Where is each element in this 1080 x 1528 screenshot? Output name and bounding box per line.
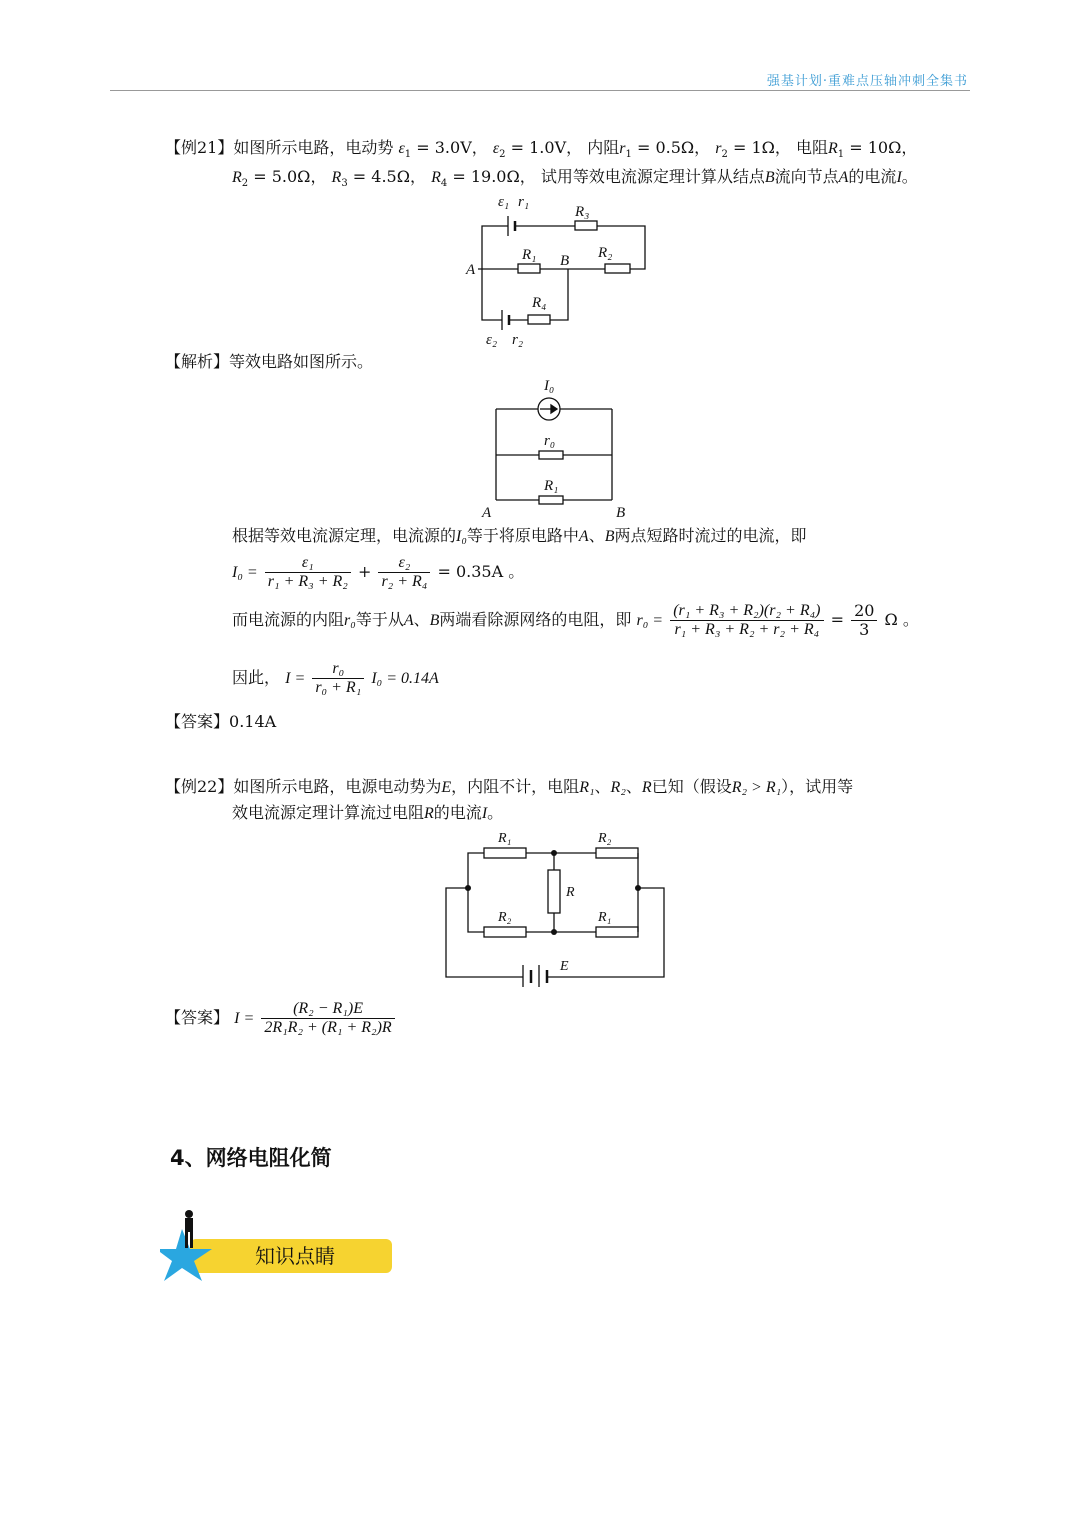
analysis-tag: 【解析】 [165, 352, 230, 371]
label-R2: R₂ [598, 245, 613, 261]
label-E: E [560, 959, 569, 974]
banner-label: 知识点睛 [255, 1246, 335, 1268]
ex22-line2: 效电流源定理计算流过电阻R的电流I。 [232, 803, 504, 822]
analysis-line [165, 352, 373, 372]
label-R1-top: R₁ [498, 831, 512, 846]
answer22-tag: 【答案】 [165, 1008, 230, 1027]
label-eps2: ε₂ [486, 332, 498, 348]
equation-I0: I₀ = $\frac{\text{ε₁}}{\text{r₁ + R₃ + R₂}}$ + $\frac{\text{ε₂}}{\text{r₂ + R₄}}$ = 0.35A 。 [232, 554, 525, 590]
label-r1: r₁ [518, 194, 530, 210]
answer22: 【答案】 I = $\frac{\text{(R₂ − R₁)E}}{\text{2R₁R₂ + (R₁ + R₂)R}}$ [165, 1000, 397, 1037]
label-B-eq: B [616, 505, 626, 520]
ex22-tag: 【例22】 [165, 777, 234, 796]
answer-value: 0.14A [229, 712, 277, 731]
analysis-p1: 根据等效电流源定理，电流源的I₀等于将原电路中A、B两点短路时流过的电流，即 [232, 526, 807, 545]
label-R2-bot: R₂ [498, 910, 512, 925]
ex21-line2: $R_2 = 5.0\Omega$， $R_3 = 4.5\Omega$， $R_4 = 19.0\Omega$， 试用等效电流源定理计算从结点B流向节点A的电流I。 [232, 167, 918, 189]
running-header: 强基计划·重难点压轴冲刺全集书 [766, 74, 968, 89]
section-title: 4、网络电阻化简 [170, 1146, 332, 1170]
label-R: R [566, 885, 575, 900]
ex21-line1: 【例21】如图所示电路，电动势 $\varepsilon_1 = 3.0V$， $\varepsilon_2 = 1.0V$， 内阻$r_1 = 0.5\Omega$， $r_2 = 1\Omega$， 电阻$R_1 = 10\Omega$， [165, 138, 918, 160]
label-R4: R₄ [532, 295, 547, 311]
label-A: A [466, 262, 476, 278]
header-rule [110, 90, 970, 91]
label-I0: I₀ [544, 378, 555, 394]
ex21-text: 如图所示电路，电动势 [233, 138, 394, 157]
label-R1-eq: R₁ [544, 478, 559, 494]
answer21 [165, 712, 276, 732]
ex22-line1: 【例22】如图所示电路，电源电动势为E，内阻不计，电阻R₁、R₂、R已知（假设R₂ > R₁），试用等 [165, 777, 854, 796]
label-r0: r₀ [544, 433, 556, 449]
answer-tag: 【答案】 [165, 712, 230, 731]
knowledge-banner [160, 1205, 400, 1285]
label-R1-bot: R₁ [598, 910, 612, 925]
analysis-p3: 因此， I = $\frac{\text{r₀}}{\text{r₀ + R₁}}$ I₀ = 0.14A [232, 660, 439, 696]
figure-icon [185, 1210, 193, 1248]
label-B: B [560, 253, 570, 269]
equivalent-circuit-diagram [476, 372, 626, 520]
label-R3: R₃ [575, 204, 590, 220]
label-eps1: ε₁ [498, 194, 510, 210]
label-r2: r₂ [512, 332, 524, 348]
ex22-circuit-diagram [440, 826, 670, 996]
analysis-text: 等效电路如图所示。 [229, 352, 374, 371]
ex21-tag: 【例21】 [165, 138, 234, 157]
ex21-circuit-diagram [460, 190, 660, 350]
label-R2-top: R₂ [598, 831, 612, 846]
analysis-p2: 而电流源的内阻r₀等于从A、B两端看除源网络的电阻，即 r₀ = $\frac{\text{(r₁ + R₃ + R₂)(r₂ + R₄)}}{\text{r₁ + R₃ + R₂ + r₂ + R₄}}$ = $\frac{20}{3}$ Ω 。 [232, 601, 919, 639]
label-A-eq: A [482, 505, 492, 520]
label-R1: R₁ [522, 247, 537, 263]
